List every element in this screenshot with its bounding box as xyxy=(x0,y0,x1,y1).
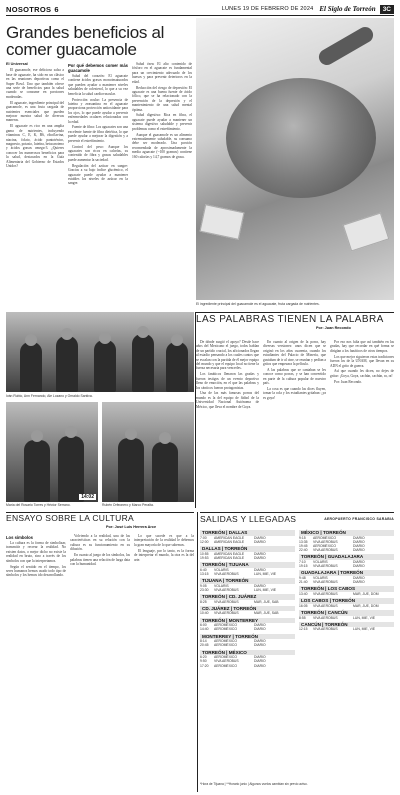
column-divider xyxy=(195,312,196,508)
paragraph: Fuente de fibra: Los aguacates son una excelente fuente de fibra dietética, lo que puede ayudar a mejorar la digestión y a prevenir el estreñimiento. xyxy=(68,125,128,143)
person-figure xyxy=(58,436,84,502)
paragraph: Así que cuando les dicen, no dejes de gritar: ¡Goya, Goya, cachún, cachún, ra, ra! xyxy=(330,369,394,378)
page-number: 6 xyxy=(54,4,59,14)
article2-byline: Por: Juan Recondo xyxy=(316,326,351,330)
flight-airline: VOLARIS xyxy=(313,560,328,564)
flight-days: DIARIO xyxy=(353,548,365,553)
flight-airline: VIVA AEROBUS xyxy=(214,599,239,604)
flight-airline: AEROMÉXICO xyxy=(214,627,237,632)
flight-days: DIARIO xyxy=(254,555,266,560)
route-header: TORREÓN | DALLAS xyxy=(200,530,295,536)
paragraph: Los que mejor siguieron estas tradiciones fueron los de la UNAM, que llevan en su ADN el grito de guerra. xyxy=(330,354,394,368)
page-badge: 3C xyxy=(380,5,394,14)
flight-airline: AEROMÉXICO xyxy=(214,623,237,628)
route-header: TORREÓN | TIJUANA xyxy=(200,562,295,568)
flight-time: 17:20 xyxy=(200,663,209,668)
flight-airline: AMERICAN EAGLE xyxy=(214,551,245,556)
flight-days: DIARIO xyxy=(254,623,266,628)
flight-time: 20:45 xyxy=(200,643,209,648)
caption-top: Iván Rubio, Ann Fernando, Ale Lozano y Omaldo Santiva. xyxy=(6,394,93,398)
flight-days: DIARIO xyxy=(254,551,266,556)
flight-time: 19:15 xyxy=(299,564,308,569)
flight-days: DIARIO xyxy=(254,567,266,572)
section-name: NOSOTROS xyxy=(6,4,52,14)
flight-time: 9:05 xyxy=(200,583,207,588)
flight-time: 14:40 xyxy=(200,627,209,632)
flight-row xyxy=(299,604,394,608)
route-header: MÉXICO | TORREÓN xyxy=(299,530,394,536)
route-header: TORREÓN | LOS CABOS xyxy=(299,586,394,592)
article3-col2 xyxy=(70,534,130,790)
flight-time: 12:15 xyxy=(299,627,308,632)
paragraph: Protección ocular: La presencia de luteína y zeaxantina en el aguacate proporciona protección antioxidante para los ojos, lo que puede ayudar a prevenir enfermedades oculares relacionadas con la edad. xyxy=(68,97,128,124)
route-header: GUADALAJARA | TORREÓN xyxy=(299,570,394,576)
person-head xyxy=(137,326,149,338)
column-divider xyxy=(197,512,198,792)
paragraph: La cosa es que cuando las dices fluyen, tomar la cola y los estudiantes gritaban: ¡ya es goya! xyxy=(263,387,326,400)
bowl-shape xyxy=(226,78,376,198)
flight-airline: VOLARIS xyxy=(214,567,229,572)
paragraph: Salud ósea: El alto contenido de fósforo en el aguacate es fundamental para un crecimiento adecuado de los huesos y para prevenir deterioros en la edad. xyxy=(132,62,192,84)
article3-byline: Por: José Luis Herrera Arce xyxy=(106,525,157,529)
schedule-column-right xyxy=(299,528,394,780)
flight-airline: VIVA AEROBUS xyxy=(214,571,239,576)
flight-airline: AMERICAN EAGLE xyxy=(214,555,245,560)
flight-row xyxy=(299,548,394,552)
paragraph: Control del peso: Aunque los aguacates son ricos en calorías, su contenido de fibra y grasas saludables puede aumentar la saciedad. xyxy=(68,144,128,162)
chip-shape xyxy=(343,213,390,252)
person-figure xyxy=(20,342,42,392)
route-header: TIJUANA | TORREÓN xyxy=(200,578,295,584)
flight-days: MAR, JUE, DOM xyxy=(353,603,379,608)
flight-airline: AEROMÉXICO xyxy=(214,643,237,648)
flight-airline: VIVA AEROBUS xyxy=(313,564,338,569)
flight-airline: VIVA AEROBUS xyxy=(214,659,239,664)
flight-airline: VIVA AEROBUS xyxy=(313,539,338,544)
route-header: TORREÓN | MONTERREY xyxy=(200,618,295,624)
flight-days: DIARIO xyxy=(353,544,365,548)
flight-time: 9:48 xyxy=(299,576,306,580)
flight-row xyxy=(200,664,295,668)
flight-row xyxy=(299,580,394,584)
route-header: TORREÓN | CANCÚN xyxy=(299,610,394,616)
photo-stamp: 14:02 xyxy=(81,494,94,500)
flight-time: 12:00 xyxy=(200,539,209,544)
flight-airline: VOLARIS xyxy=(313,576,328,580)
paragraph: En cuanto al juego de los símbolos, las palabras tienen una relación de larga data con la humanidad. xyxy=(70,553,130,566)
article3-headline: ENSAYO SOBRE LA CULTURA xyxy=(6,512,194,526)
flight-time: 8:55 xyxy=(299,615,306,620)
article1-photo-caption: El ingrediente principal del guacamole es el aguacate, fruta cargada de nutrientes. xyxy=(196,302,320,306)
paragraph: Los fanáticos llenaron las gradas y fueron testigos de un evento deportivo lleno de emoción, en el que las palabras y los cánticos fueron protagonistas. xyxy=(196,372,259,390)
person-head xyxy=(31,430,43,442)
route-header: TORREÓN | MÉXICO xyxy=(200,650,295,656)
flight-time: 9:50 xyxy=(200,659,207,664)
flight-time: 9:15 xyxy=(299,535,306,540)
caption-bottom-left: María del Rosario Torres y Héctor Serrano. xyxy=(6,503,71,507)
flight-days: LUN, MIE, VIE xyxy=(353,615,376,620)
flight-time: 19:45 xyxy=(299,544,308,548)
article2-col2 xyxy=(263,340,326,508)
paragraph: La cultura es la forma de simbolizar, transmitir y recrear la realidad. No existen datos, o mejor dicho no existe la realidad en bruto, sino a través de los símbolos con que la interpretamos. xyxy=(6,541,66,563)
flight-days: DIARIO xyxy=(254,627,266,632)
flight-airline: AEROMÉXICO xyxy=(214,639,237,644)
article2-col3 xyxy=(330,340,394,508)
flight-time: 7:10 xyxy=(299,560,306,564)
flight-airline: AMERICAN EAGLE xyxy=(214,539,245,544)
flight-days: DIARIO xyxy=(353,539,365,544)
flight-row xyxy=(200,627,295,631)
flight-time: 7:00 xyxy=(200,535,207,540)
schedule-title: SALIDAS Y LLEGADAS xyxy=(200,513,297,524)
schedule-footnote: *Hora de Tijuana | **Horario junio | Algunos vuelos cambian sin previo aviso. xyxy=(200,782,308,786)
flight-time: 8:25 xyxy=(200,599,207,604)
flight-row xyxy=(299,592,394,596)
flight-airline: VIVA AEROBUS xyxy=(313,627,338,632)
flight-airline: AEROMÉXICO xyxy=(313,535,336,540)
flight-time: 8:14 xyxy=(200,639,207,644)
flight-time: 22:40 xyxy=(299,548,308,553)
article1-col3 xyxy=(132,62,192,306)
flight-airline: VIVA AEROBUS xyxy=(313,603,338,608)
schedule-source: AEROPUERTO FRANCISCO SARABIA xyxy=(324,516,394,521)
route-header: MONTERREY | TORREÓN xyxy=(200,634,295,640)
person-figure xyxy=(118,438,144,502)
flight-time: 10:40 xyxy=(200,611,209,616)
couple-photo-left xyxy=(6,402,98,502)
article2-headline: LAS PALABRAS TIENEN LA PALABRA xyxy=(196,312,394,336)
flight-time: 10:55 xyxy=(200,551,209,556)
flight-days: DIARIO xyxy=(353,564,365,569)
person-head xyxy=(99,332,111,344)
person-figure xyxy=(132,334,154,392)
flight-days: MAR, JUE, SAB xyxy=(254,611,279,616)
flight-airline: VOLARIS xyxy=(214,583,229,588)
flight-airline: VIVA AEROBUS xyxy=(313,548,338,553)
flight-row xyxy=(200,600,295,604)
article1-headline: Grandes beneficios al comer guacamole xyxy=(6,23,165,59)
flight-time: 23:30 xyxy=(200,587,209,592)
paragraph: Según el sentido en el tiempo, los seres humanos hemos usado todo tipo de símbolos y los hemos ido desarrollando. xyxy=(6,564,66,578)
article1-col1 xyxy=(6,62,64,306)
masthead: El Siglo de Torreón xyxy=(319,5,376,13)
flight-row xyxy=(200,611,295,615)
route-header: LOS CABOS | TORREÓN xyxy=(299,598,394,604)
paragraph: De dónde surgió el apoyo? Desde hace años del Mexicano el juego, todos hablan de un partido crucial, los aficionados llegan al estadio pensando a los cuales cantos que se escalan con la partida de él mejor equipo del mundo y que el equipo local no tiene la fuerza necesaria para vencerles. xyxy=(196,340,259,371)
flight-days: MAR, JUE, DOM xyxy=(353,592,379,596)
flight-time: 13:40 xyxy=(299,592,308,596)
article1-byline: El Universal xyxy=(6,62,28,66)
couple-photo-right xyxy=(102,402,194,502)
flight-days: DIARIO xyxy=(254,655,266,660)
flight-airline: AEROMÉXICO xyxy=(214,663,237,668)
flight-airline: VIVA AEROBUS xyxy=(313,592,338,596)
paragraph: Lo que sucede es que a la interpretación de la realidad le debemos la gran mayoría de lo que sabemos. xyxy=(134,534,194,547)
flight-row xyxy=(200,556,295,560)
article3-col1 xyxy=(6,534,66,790)
guacamole-photo xyxy=(196,18,394,300)
route-header: CANCÚN | TORREÓN xyxy=(299,622,394,628)
article1-subhead: Por qué debemos comer más guacamole xyxy=(68,63,128,73)
spoon-shape xyxy=(316,24,376,68)
flight-time: 13:15 xyxy=(200,571,209,576)
paragraph: El lenguaje, por lo tanto, es la forma de interpretar el mundo, la otra es la del arte. xyxy=(134,548,194,562)
flight-airline: AMERICAN EAGLE xyxy=(214,535,245,540)
person-head xyxy=(171,334,183,346)
article3-subhead: Los símbolos xyxy=(6,535,33,540)
paragraph: En cuanto al origen de la porra, hay diversas versiones: unos dicen que se originó en los años cuarenta, cuando los estudiantes del Palacio de Minería, que gustaban de ir al cine, se reunían y pedían a gritos que empezara la película. xyxy=(263,340,326,367)
paragraph: Por eso nos falta que así también en las gradas, hay que recordar en qué forma se dirigían a los fanáticos de otros tiempos. xyxy=(330,340,394,353)
paragraph: Salud digestiva: Rica en fibra, el aguacate puede ayudar a mantener un sistema digestivo saludable y prevenir problemas como el estreñimiento. xyxy=(132,113,192,131)
flight-days: DIARIO xyxy=(353,560,365,564)
route-header: DALLAS | TORREÓN xyxy=(200,546,295,552)
person-head xyxy=(65,426,77,438)
paragraph: Regulación del azúcar en sangre: Gracias a su bajo índice glucémico, el aguacate puede ayudar a mantener estables los niveles de azúcar en la sangre. xyxy=(68,163,128,186)
person-figure xyxy=(166,342,188,392)
paragraph: Por: Juan Recondo. xyxy=(334,379,363,384)
flight-time: 19:53 xyxy=(200,555,209,560)
route-header: TORREÓN | CD. JUÁREZ xyxy=(200,594,295,600)
flight-time: 6:20 xyxy=(200,655,207,660)
paragraph: Una de las más famosas porras del mundo es la del equipo de fútbol de la Universidad Nacional Autónoma de México, que lleva el nombre de Goya. xyxy=(196,391,259,409)
paragraph: Aunque el guacamole es un alimento extremadamente saludable, su consumo debe ser moderado. Una porción recomendada de aproximadamente la media aguacate (~100 gramos) contiene 160 calorías y 14,7 gramos de grasa. xyxy=(132,132,192,159)
person-head xyxy=(159,432,171,444)
flight-days: LUN, MIE, VIE xyxy=(254,587,277,592)
group-photo-top xyxy=(6,312,194,392)
flight-time: 21:40 xyxy=(299,580,308,585)
chip-shape xyxy=(200,204,245,240)
person-head xyxy=(125,428,137,440)
flight-row xyxy=(200,572,295,576)
person-head xyxy=(61,328,73,340)
flight-airline: VIVA AEROBUS xyxy=(214,587,239,592)
article3-col3 xyxy=(134,534,194,790)
person-figure xyxy=(56,336,78,392)
flight-days: DIARIO xyxy=(353,535,365,540)
flight-row xyxy=(299,564,394,568)
flight-time: 6:40 xyxy=(200,567,207,572)
flight-days: LUN, MIE, VIE xyxy=(254,571,277,576)
flight-days: DIARIO xyxy=(254,539,266,544)
flight-airline: VIVA AEROBUS xyxy=(313,615,338,620)
paragraph: Salud del corazón: El aguacate contiene ácidos grasos monoinsaturados que pueden ayudar a mantener niveles saludables de colesterol, lo que a su vez beneficia la salud cardiovascular. xyxy=(68,74,128,96)
flight-airline: AEROMÉXICO xyxy=(214,655,237,660)
page-header xyxy=(6,3,394,16)
flight-days: DIARIO xyxy=(353,580,365,585)
route-header: TORREÓN | GUADALAJARA xyxy=(299,554,394,560)
flight-days: DIARIO xyxy=(254,643,266,648)
flight-time: 13:35 xyxy=(299,539,308,544)
person-figure xyxy=(152,442,178,502)
person-figure xyxy=(94,340,116,392)
paragraph: El aguacate es rico en una amplia gama de nutrientes, incluyendo vitaminas C, E, K, B6, riboflavina, niacina, folato, ácido pantoténico, magnesio, potasio, luteína, betacaroteno y ácidos grasos omega-3. ¿Quieres conocer los numerosos beneficios para la salud, destacados en la Guía Alimentaria del Gobierno de Estados Unidos? xyxy=(6,124,64,168)
paragraph: Volviendo a la realidad, una de las características en su relación con la cultura es su funcionamiento en su difusión. xyxy=(70,534,130,552)
person-figure xyxy=(24,440,50,502)
flight-airline: VIVA AEROBUS xyxy=(313,580,338,585)
paragraph: A las palabras que se cantaban se les conoce como porras, y se han convertido en parte de la cultura popular de nuestro país. xyxy=(263,367,326,386)
flight-days: DIARIO xyxy=(353,576,365,580)
schedule-column-left xyxy=(200,528,295,780)
paragraph: Reducción del riesgo de depresión: El aguacate es una buena fuente de ácido fólico, que se ha relacionado con la prevención de la depresión y el mantenimiento de una salud mental óptima. xyxy=(132,85,192,112)
person-head xyxy=(25,334,37,346)
flight-row xyxy=(299,616,394,620)
flight-row xyxy=(200,540,295,544)
route-header: CD. JUÁREZ | TORREÓN xyxy=(200,606,295,612)
flight-days: DIARIO xyxy=(254,535,266,540)
flight-days: LUN, MIE, VIE xyxy=(353,627,376,632)
caption-bottom-right: Rubén Orfeonero y Marco Peralta. xyxy=(102,503,154,507)
flight-time: 6:00 xyxy=(200,623,207,628)
flight-days: DIARIO xyxy=(254,663,266,668)
flight-days: DIARIO xyxy=(254,659,266,664)
issue-date: LUNES 19 DE FEBRERO DE 2024 xyxy=(221,6,314,12)
flight-days: MAR, JUE, SAB xyxy=(254,599,279,604)
flight-days: DIARIO xyxy=(254,583,266,588)
flight-airline: AEROMÉXICO xyxy=(313,544,336,548)
flight-days: DIARIO xyxy=(254,639,266,644)
paragraph: El aguacate, ingrediente principal del guacamole, es una fruta cargada de nutrientes esenciales que pueden mejorar nuestra salud de diversas maneras. xyxy=(6,100,64,123)
article1-col2 xyxy=(68,62,128,306)
flight-row xyxy=(299,627,394,631)
article2-col1 xyxy=(196,340,259,508)
flight-row xyxy=(200,588,295,592)
paragraph: El guacamole, ese delicioso salsa a base de aguacate, ha sido en un clásico en las reuniones deportivas como el Super Bowl. Uno que también ofrece una serie de beneficios para la salud cuando se consume en porciones moderadas. xyxy=(6,68,64,99)
flight-row xyxy=(200,643,295,647)
schedule-headline xyxy=(200,512,394,525)
flight-time: 16:05 xyxy=(299,603,308,608)
flight-airline: VIVA AEROBUS xyxy=(214,611,239,616)
